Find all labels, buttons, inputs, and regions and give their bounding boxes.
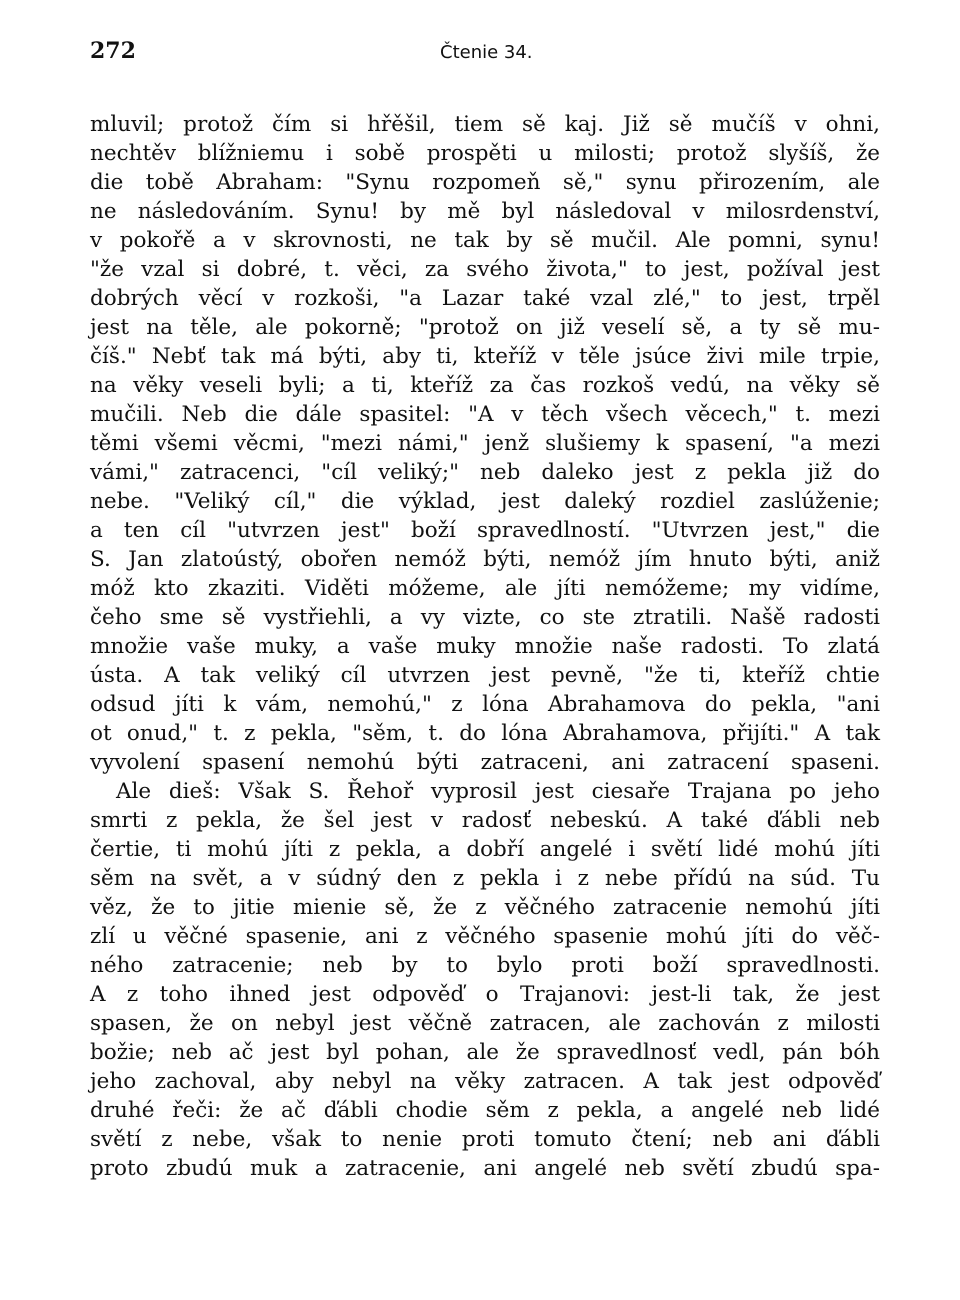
text-line: v pokořě a v skrovnosti, ne tak by sě mučil. Ale pomni, synu! [90, 228, 880, 253]
page-number: 272 [90, 38, 136, 64]
running-head: Čtenie 34. [440, 42, 533, 63]
text-line: čertie, ti mohú jíti z pekla, a dobří angelé i světí lidé mohú jíti [90, 837, 880, 862]
text-line: čeho sme sě vystřiehli, a vy vizte, co ste ztratili. Našě radosti [90, 605, 880, 630]
text-line: božie; neb ač jest byl pohan, ale že spravedlnosť vedl, pán bóh [90, 1040, 880, 1065]
text-line: mluvil; protož čím si hřěšil, tiem sě kaj. Již sě mučíš v ohni, [90, 112, 880, 137]
text-line: nechtěv blížniemu i sobě prospěti u milosti; protož slyšíš, že [90, 141, 880, 166]
text-line: ného zatracenie; neb by to bylo proti boží spravedlnosti. [90, 953, 880, 978]
text-line: světí z nebe, však to nenie proti tomuto čtení; neb ani ďábli [90, 1127, 880, 1152]
text-line: vyvolení spasení nemohú býti zatraceni, ani zatracení spaseni. [90, 750, 880, 775]
text-line: móž kto zkaziti. Viděti móžeme, ale jíti nemóžeme; my vidíme, [90, 576, 880, 601]
text-line: proto zbudú muk a zatracenie, ani angelé neb světí zbudú spa- [90, 1156, 880, 1181]
text-line: jeho zachoval, aby nebyl na věky zatracen. A tak jest odpověď [90, 1069, 880, 1094]
text-line: množie vaše muky, a vaše muky množie naše radosti. To zlatá [90, 634, 880, 659]
text-line: "že vzal si dobré, t. věci, za svého života," to jest, požíval jest [90, 257, 880, 282]
text-line: spasen, že on nebyl jest věčně zatracen, ale zachován z milosti [90, 1011, 880, 1036]
text-line: nebe. "Veliký cíl," die výklad, jest daleký rozdiel zaslúženie; [90, 489, 880, 514]
text-line: A z toho ihned jest odpověď o Trajanovi: jest-li tak, že jest [90, 982, 880, 1007]
text-line: ústa. A tak veliký cíl utvrzen jest pevně, "že ti, kteříž chtie [90, 663, 880, 688]
text-line: druhé řeči: že ač ďábli chodie sěm z pekla, a angelé neb lidé [90, 1098, 880, 1123]
text-line: dobrých věcí v rozkoši, "a Lazar také vzal zlé," to jest, trpěl [90, 286, 880, 311]
text-line: S. Jan zlatoústý, obořen nemóž býti, nemóž jím hnuto býti, aniž [90, 547, 880, 572]
text-line: die tobě Abraham: "Synu rozpomeň sě," synu přirozením, ale [90, 170, 880, 195]
text-line: na věky veseli byli; a ti, kteříž za čas rozkoš vedú, na věky sě [90, 373, 880, 398]
text-line: ot onud," t. z pekla, "sěm, t. do lóna Abrahamova, přijíti." A tak [90, 721, 880, 746]
body-text [90, 110, 880, 1183]
text-line: odsud jíti k vám, nemohú," z lóna Abrahamova do pekla, "ani [90, 692, 880, 717]
paragraph-start-line: Ale dieš: Však S. Řehoř vyprosil jest ciesaře Trajana po jeho [116, 779, 880, 804]
text-line: ne následováním. Synu! by mě byl následoval v milosrdenství, [90, 199, 880, 224]
text-line: zlí u věčné spasenie, ani z věčného spasenie mohú jíti do věč- [90, 924, 880, 949]
text-line: mučili. Neb die dále spasitel: "A v těch všech věcech," t. mezi [90, 402, 880, 427]
text-line: číš." Nebť tak má býti, aby ti, kteříž v těle jsúce živi mile trpie, [90, 344, 880, 369]
text-line: jest na těle, ale pokorně; "protož on již veselí sě, a ty sě mu- [90, 315, 880, 340]
text-line: těmi všemi věcmi, "mezi námi," jenž slušiemy k spasení, "a mezi [90, 431, 880, 456]
page-header [90, 38, 880, 78]
text-line: věz, že to jitie mienie sě, že z věčného zatracenie nemohú jíti [90, 895, 880, 920]
text-line: sěm na svět, a v súdný den z pekla i z nebe přídú na súd. Tu [90, 866, 880, 891]
text-line: a ten cíl "utvrzen jest" boží spravedlností. "Utvrzen jest," die [90, 518, 880, 543]
text-line: smrti z pekla, že šel jest v radosť nebeskú. A také ďábli neb [90, 808, 880, 833]
text-line: vámi," zatracenci, "cíl veliký;" neb daleko jest z pekla již do [90, 460, 880, 485]
